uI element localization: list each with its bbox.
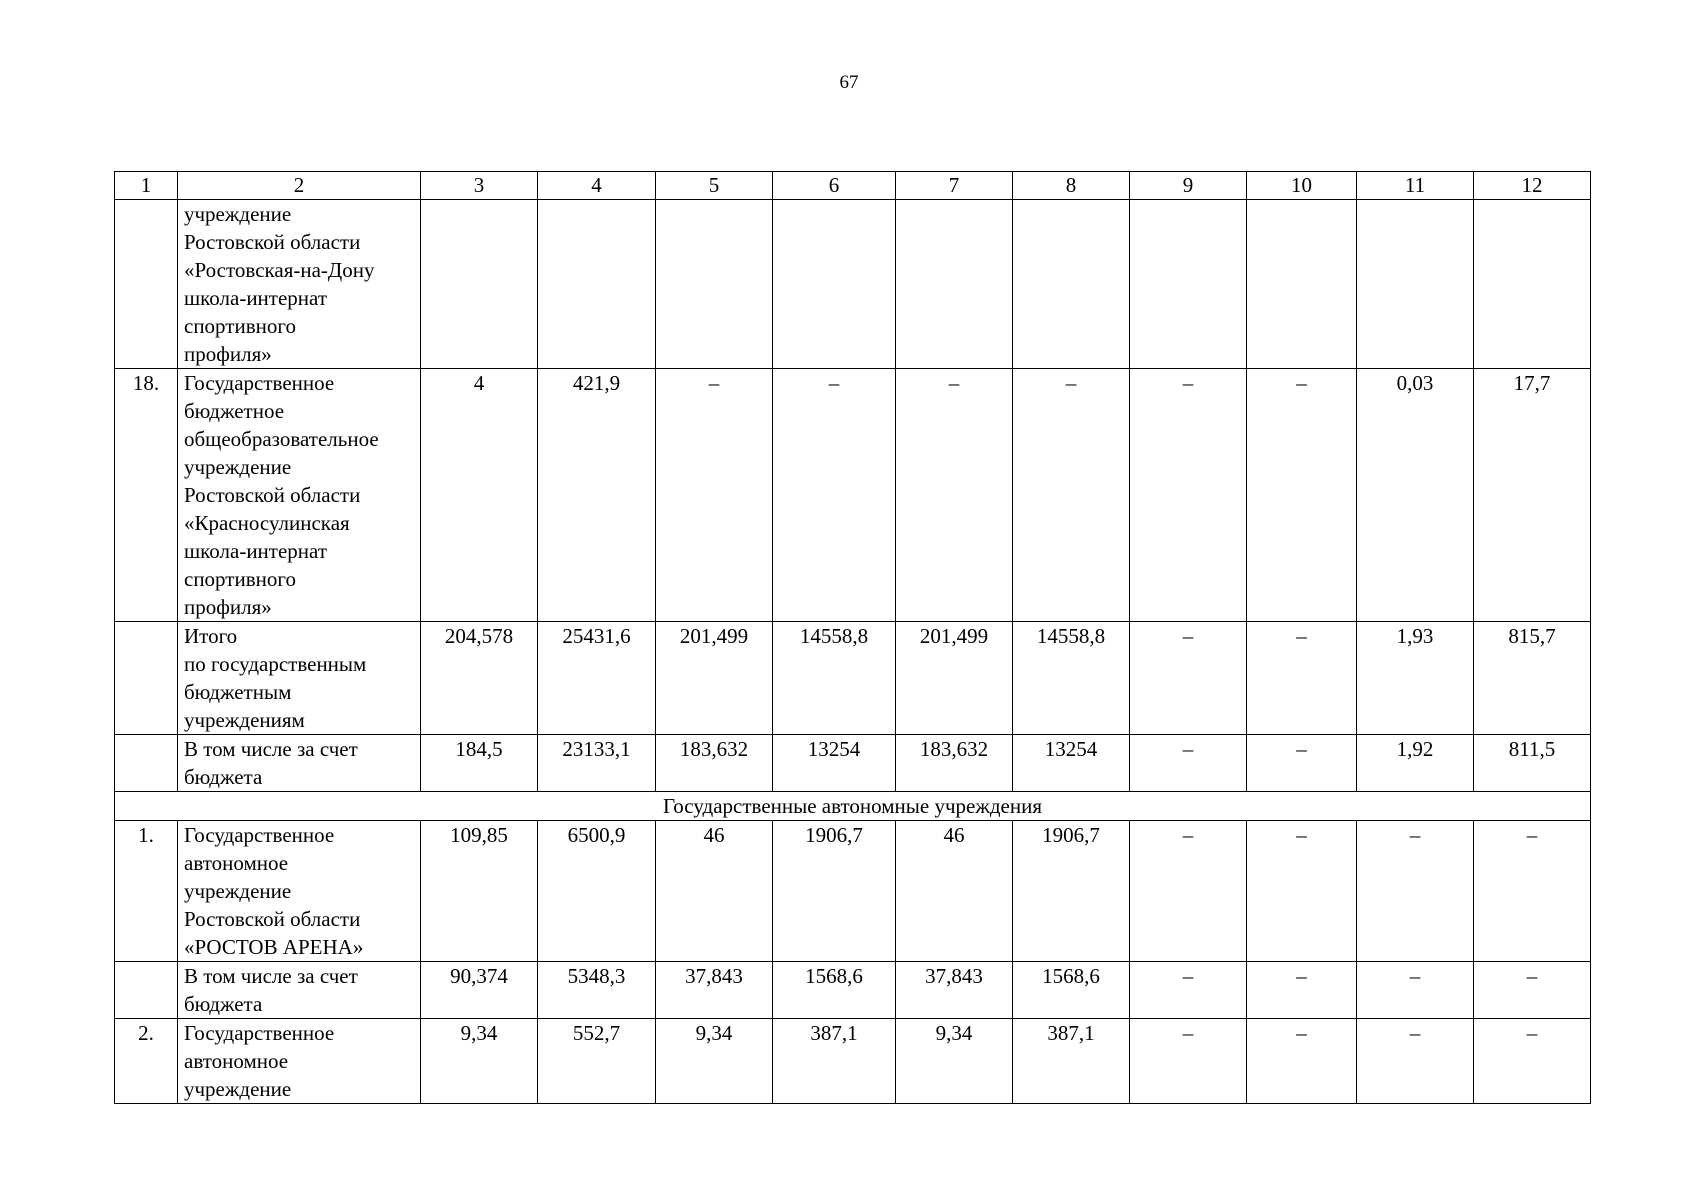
name-line: «Красносулинская [184, 511, 350, 535]
column-number: 9 [1130, 172, 1247, 200]
value-cell: 90,374 [421, 962, 538, 1019]
name-line: В том числе за счет [184, 737, 358, 761]
value-cell: 6500,9 [538, 821, 656, 962]
value-cell: 184,5 [421, 735, 538, 792]
value-cell: 1568,6 [773, 962, 896, 1019]
value-cell [1474, 200, 1591, 369]
row-number: 2. [115, 1019, 178, 1104]
name-line: бюджетное [184, 399, 285, 423]
value-cell: – [1130, 735, 1247, 792]
value-cell: 204,578 [421, 622, 538, 735]
value-cell [1013, 200, 1130, 369]
value-cell: 23133,1 [538, 735, 656, 792]
column-number: 4 [538, 172, 656, 200]
column-number: 7 [896, 172, 1013, 200]
value-cell: 14558,8 [773, 622, 896, 735]
value-cell: – [1130, 622, 1247, 735]
value-cell: – [773, 369, 896, 622]
institution-name [178, 821, 421, 962]
name-line: Итого [184, 624, 238, 648]
institution-name [178, 369, 421, 622]
row-number: 18. [115, 369, 178, 622]
table-row [115, 821, 1591, 962]
name-line: по государственным [184, 652, 367, 676]
value-cell: 1,93 [1357, 622, 1474, 735]
value-cell: – [1247, 1019, 1357, 1104]
value-cell: – [1357, 962, 1474, 1019]
value-cell: – [1474, 962, 1591, 1019]
value-cell: – [1247, 735, 1357, 792]
value-cell: 201,499 [656, 622, 773, 735]
value-cell: 46 [656, 821, 773, 962]
section-header-row [115, 792, 1591, 821]
value-cell [1247, 200, 1357, 369]
value-cell: – [1247, 622, 1357, 735]
institution-name [178, 200, 421, 369]
name-line: автономное [184, 851, 289, 875]
value-cell: 9,34 [656, 1019, 773, 1104]
name-line: бюджета [184, 765, 263, 789]
name-line: Государственное [184, 1021, 335, 1045]
value-cell: 46 [896, 821, 1013, 962]
value-cell: – [896, 369, 1013, 622]
value-cell: 1568,6 [1013, 962, 1130, 1019]
name-line: учреждение [184, 202, 292, 226]
name-line: спортивного [184, 567, 296, 591]
name-line: «Ростовская-на-Дону [184, 258, 375, 282]
column-number: 10 [1247, 172, 1357, 200]
value-cell [656, 200, 773, 369]
value-cell: – [1247, 962, 1357, 1019]
value-cell: 9,34 [421, 1019, 538, 1104]
value-cell: 183,632 [656, 735, 773, 792]
value-cell: 1906,7 [1013, 821, 1130, 962]
value-cell: 109,85 [421, 821, 538, 962]
value-cell: 9,34 [896, 1019, 1013, 1104]
value-cell: 25431,6 [538, 622, 656, 735]
table-row [115, 622, 1591, 735]
value-cell: – [1357, 1019, 1474, 1104]
value-cell: 815,7 [1474, 622, 1591, 735]
name-line: Ростовской области [184, 483, 361, 507]
column-number-row [115, 172, 1591, 200]
column-number: 2 [178, 172, 421, 200]
value-cell: 1906,7 [773, 821, 896, 962]
column-number: 1 [115, 172, 178, 200]
value-cell: 4 [421, 369, 538, 622]
institution-name [178, 962, 421, 1019]
institution-name [178, 622, 421, 735]
table-row [115, 369, 1591, 622]
value-cell [421, 200, 538, 369]
value-cell: 552,7 [538, 1019, 656, 1104]
name-line: «РОСТОВ АРЕНА» [184, 935, 364, 959]
name-line: Ростовской области [184, 907, 361, 931]
institution-name [178, 735, 421, 792]
row-number [115, 962, 178, 1019]
value-cell: – [1474, 821, 1591, 962]
value-cell: – [1130, 369, 1247, 622]
value-cell: – [1357, 821, 1474, 962]
value-cell: – [1013, 369, 1130, 622]
value-cell [1357, 200, 1474, 369]
name-line: учреждение [184, 455, 292, 479]
value-cell [773, 200, 896, 369]
value-cell: – [656, 369, 773, 622]
section-title: Государственные автономные учреждения [115, 792, 1591, 821]
value-cell: – [1130, 1019, 1247, 1104]
table-row [115, 962, 1591, 1019]
value-cell: 1,92 [1357, 735, 1474, 792]
name-line: учреждение [184, 1077, 292, 1101]
value-cell: 811,5 [1474, 735, 1591, 792]
name-line: автономное [184, 1049, 289, 1073]
table-row [115, 1019, 1591, 1104]
name-line: общеобразовательное [184, 427, 379, 451]
name-line: Государственное [184, 371, 335, 395]
name-line: школа-интернат [184, 539, 327, 563]
column-number: 6 [773, 172, 896, 200]
institution-name [178, 1019, 421, 1104]
table-row [115, 200, 1591, 369]
value-cell: 421,9 [538, 369, 656, 622]
name-line: В том числе за счет [184, 964, 358, 988]
row-number [115, 622, 178, 735]
row-number: 1. [115, 821, 178, 962]
value-cell [896, 200, 1013, 369]
name-line: Ростовской области [184, 230, 361, 254]
value-cell: – [1247, 821, 1357, 962]
column-number: 3 [421, 172, 538, 200]
value-cell: – [1130, 962, 1247, 1019]
table-body [115, 172, 1591, 1104]
name-line: учреждение [184, 879, 292, 903]
column-number: 11 [1357, 172, 1474, 200]
value-cell: 183,632 [896, 735, 1013, 792]
value-cell: 0,03 [1357, 369, 1474, 622]
budget-table [114, 171, 1591, 1104]
column-number: 5 [656, 172, 773, 200]
value-cell [1130, 200, 1247, 369]
value-cell: 13254 [773, 735, 896, 792]
column-number: 12 [1474, 172, 1591, 200]
name-line: профиля» [184, 342, 272, 366]
name-line: учреждениям [184, 708, 305, 732]
value-cell: 14558,8 [1013, 622, 1130, 735]
column-number: 8 [1013, 172, 1130, 200]
name-line: бюджетным [184, 680, 292, 704]
value-cell: 17,7 [1474, 369, 1591, 622]
name-line: школа-интернат [184, 286, 327, 310]
value-cell: 387,1 [1013, 1019, 1130, 1104]
row-number [115, 200, 178, 369]
table-row [115, 735, 1591, 792]
name-line: профиля» [184, 595, 272, 619]
value-cell: 37,843 [656, 962, 773, 1019]
value-cell: – [1247, 369, 1357, 622]
value-cell: 201,499 [896, 622, 1013, 735]
name-line: Государственное [184, 823, 335, 847]
row-number [115, 735, 178, 792]
value-cell: 37,843 [896, 962, 1013, 1019]
value-cell [538, 200, 656, 369]
page-number: 67 [839, 72, 859, 93]
value-cell: 5348,3 [538, 962, 656, 1019]
value-cell: – [1130, 821, 1247, 962]
name-line: спортивного [184, 314, 296, 338]
name-line: бюджета [184, 992, 263, 1016]
value-cell: 387,1 [773, 1019, 896, 1104]
value-cell: 13254 [1013, 735, 1130, 792]
value-cell: – [1474, 1019, 1591, 1104]
